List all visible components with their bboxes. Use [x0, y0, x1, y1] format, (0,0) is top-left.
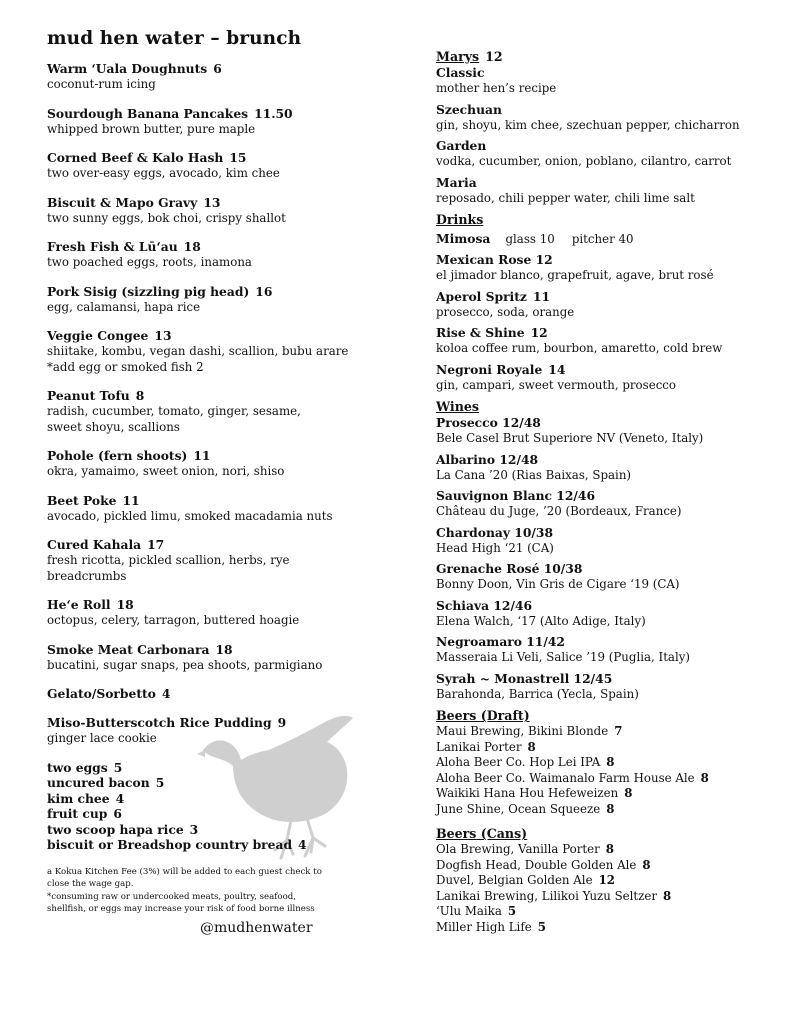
draft-beer: [436, 786, 776, 802]
mary-item-description: mother hen’s recipe: [436, 81, 557, 95]
side-item: [47, 775, 377, 791]
wine-item: [436, 634, 776, 666]
footnotes: [47, 866, 367, 916]
wine-item-description: Bele Casel Brut Superiore NV (Veneto, Italy): [436, 431, 704, 445]
can-beer-price: 8: [605, 842, 614, 856]
menu-item-name: [47, 106, 377, 122]
wine-item: [436, 598, 776, 630]
side-item-price: 4: [115, 790, 125, 806]
wine-item-description: Head High ‘21 (CA): [436, 540, 554, 555]
draft-beer: [436, 755, 776, 771]
menu-item-name: [47, 239, 377, 255]
drink-item: [436, 325, 776, 357]
beers-cans-header: Beers (Cans): [436, 826, 528, 841]
mimosa-item: Mimosa glass 10 pitcher 40: [436, 231, 634, 246]
side-item-name: uncured bacon: [47, 775, 150, 790]
draft-beer-price: 8: [606, 801, 615, 816]
mary-item-name: Garden: [436, 138, 487, 153]
mary-item: [436, 102, 776, 134]
can-beer-name: Ola Brewing, Vanilla Porter: [436, 842, 600, 856]
menu-item-description: radish, cucumber, tomato, ginger, sesame,: [47, 404, 301, 418]
wine-item-description: La Cana ’20 (Rias Baixas, Spain): [436, 467, 632, 482]
wine-item: [436, 561, 776, 593]
mary-item-name: Classic: [436, 65, 485, 80]
can-beer: [436, 889, 776, 905]
can-beer-price: 8: [642, 857, 651, 872]
menu-item-name: [47, 715, 377, 731]
side-item-name: two eggs: [47, 759, 108, 775]
beers-draft-section: [436, 707, 776, 817]
menu-item-name: [47, 642, 377, 658]
menu-item-price: 11.50: [254, 105, 293, 121]
drink-item-name: [436, 252, 776, 268]
menu-item-name: [47, 686, 377, 702]
menu-item-title: Cured Kahala: [47, 537, 142, 552]
wine-item-name: Schiava 12/46: [436, 597, 533, 613]
wine-item: [436, 671, 776, 703]
wine-item-description: Bonny Doon, Vin Gris de Cigare ‘19 (CA): [436, 577, 680, 591]
menu-item-price: 11: [122, 492, 140, 508]
menu-item-description: shiitake, kombu, vegan dashi, scallion, bubu arare: [47, 344, 349, 358]
wine-item-description: Barahonda, Barrica (Yecla, Spain): [436, 686, 639, 701]
menu-item-price: 17: [147, 537, 165, 552]
menu-item: [47, 448, 377, 480]
drinks-header: Drinks: [436, 212, 484, 227]
drink-item-name: [436, 362, 776, 378]
mary-item-name: Szechuan: [436, 101, 502, 117]
drink-item-name: [436, 289, 776, 305]
draft-beer: [436, 740, 776, 756]
wine-item-name: Prosecco 12/48: [436, 415, 541, 430]
menu-item-description: sweet shoyu, scallions: [47, 419, 180, 434]
side-item: [47, 837, 377, 853]
footnote-line: a Kokua Kitchen Fee (3%) will be added to each guest check to: [47, 867, 322, 877]
side-item-name: fruit cup: [47, 806, 108, 821]
wine-item-name: Albarino 12/48: [436, 451, 539, 467]
mary-item: [436, 138, 776, 170]
drink-item: [436, 252, 776, 284]
can-beer-name: Dogfish Head, Double Golden Ale: [436, 857, 637, 872]
menu-item-name: [47, 61, 377, 77]
menu-item-description: octopus, celery, tarragon, buttered hoagie: [47, 613, 300, 627]
wine-item-description: Château du Juge, ’20 (Bordeaux, France): [436, 504, 682, 518]
wines-header: Wines: [436, 399, 479, 414]
draft-beer-name: Aloha Beer Co. Waimanalo Farm House Ale: [436, 770, 695, 785]
drink-item-price: 12: [530, 325, 548, 340]
can-beer-name: ‘Ulu Maika: [436, 904, 502, 918]
wine-item: [436, 488, 776, 520]
side-item: [47, 822, 377, 838]
can-beer: [436, 904, 776, 920]
menu-item-description: whipped brown butter, pure maple: [47, 121, 256, 136]
mary-item-description: gin, shoyu, kim chee, szechuan pepper, chicharron: [436, 117, 740, 132]
side-item-price: 5: [113, 759, 123, 775]
menu-item-description: *add egg or smoked fish 2: [47, 359, 204, 374]
menu-item-name: [47, 195, 377, 211]
can-beer: [436, 920, 776, 936]
side-item: [47, 806, 377, 822]
menu-item-title: Miso-Butterscotch Rice Pudding: [47, 715, 272, 730]
wine-item-name: Syrah ~ Monastrell 12/45: [436, 670, 613, 686]
beers-draft-header: Beers (Draft): [436, 708, 530, 723]
menu-item-name: [47, 493, 377, 509]
social-handle: @mudhenwater: [200, 920, 313, 936]
menu-item: [47, 328, 377, 375]
wine-item-name: Chardonay 10/38: [436, 524, 554, 540]
drink-item-title: Rise & Shine: [436, 325, 525, 340]
draft-beer-name: Aloha Beer Co. Hop Lei IPA: [436, 755, 601, 769]
can-beer-price: 5: [507, 904, 517, 918]
drink-item-title: Aperol Spritz: [436, 288, 527, 304]
side-item-price: 3: [189, 821, 199, 837]
menu-item-description: breadcrumbs: [47, 568, 127, 583]
menu-item-title: Fresh Fish & Lū‘au: [47, 239, 178, 254]
menu-item: [47, 106, 377, 138]
wine-item: [436, 452, 776, 484]
wine-item-name: Negroamaro 11/42: [436, 634, 565, 649]
draft-beer-price: 8: [606, 755, 615, 769]
menu-item: [47, 642, 377, 674]
can-beer-name: Lanikai Brewing, Lilikoi Yuzu Seltzer: [436, 888, 658, 903]
can-beer: [436, 858, 776, 874]
menu-item-title: Pork Sisig (sizzling pig head): [47, 283, 250, 299]
menu-item-title: Sourdough Banana Pancakes: [47, 105, 249, 121]
side-item-price: 4: [298, 837, 307, 852]
menu-item-description: ginger lace cookie: [47, 731, 157, 745]
menu-item: [47, 150, 377, 182]
menu-item-title: He‘e Roll: [47, 597, 111, 612]
menu-item-price: 8: [135, 388, 145, 403]
draft-beer-price: 8: [624, 786, 633, 800]
menu-item-description: coconut-rum icing: [47, 77, 156, 91]
wine-item: [436, 415, 776, 447]
menu-item-price: 18: [183, 239, 201, 254]
wine-item-description: Masseraia Li Veli, Salice ’19 (Puglia, Italy): [436, 650, 691, 664]
side-item: [47, 791, 377, 807]
drink-item: [436, 362, 776, 394]
mary-item-description: vodka, cucumber, onion, poblano, cilantro, carrot: [436, 154, 732, 168]
mary-item-description: reposado, chili pepper water, chili lime salt: [436, 190, 695, 205]
can-beer-price: 5: [537, 919, 546, 934]
mary-item-name: Maria: [436, 174, 477, 190]
beers-cans-section: [436, 825, 776, 935]
menu-item-title: Gelato/Sorbetto: [47, 686, 156, 701]
draft-beer-name: June Shine, Ocean Squeeze: [436, 801, 601, 816]
footnote-line: shellfish, or eggs may increase your risk of food borne illness: [47, 904, 315, 915]
wines-section: [436, 398, 776, 702]
draft-beer-price: 8: [700, 770, 709, 785]
wine-item-name: Sauvignon Blanc 12/46: [436, 488, 596, 503]
drinks-menu-column: [436, 46, 776, 935]
menu-item-price: 18: [215, 641, 233, 657]
food-items-list: [47, 61, 377, 747]
menu-item-title: Smoke Meat Carbonara: [47, 641, 210, 657]
menu-item-title: Veggie Congee: [47, 328, 149, 343]
menu-item: [47, 61, 377, 93]
mary-item: [436, 65, 776, 97]
menu-item-title: Pohole (fern shoots): [47, 448, 188, 463]
menu-item-title: Peanut Tofu: [47, 388, 130, 403]
drink-item-description: prosecco, soda, orange: [436, 304, 575, 319]
draft-beer-price: 7: [614, 724, 623, 738]
can-beer-name: Duvel, Belgian Golden Ale: [436, 873, 593, 887]
menu-item: [47, 239, 377, 271]
wine-item: [436, 525, 776, 557]
menu-item-price: 9: [277, 715, 287, 730]
menu-item-description: avocado, pickled limu, smoked macadamia nuts: [47, 508, 333, 523]
menu-item-name: [47, 537, 377, 553]
wine-item-name: Grenache Rosé 10/38: [436, 561, 583, 576]
draft-beer: [436, 771, 776, 787]
side-item: [47, 760, 377, 776]
footnote-line: *consuming raw or undercooked meats, poultry, seafood,: [47, 891, 296, 902]
drink-item-title: Negroni Royale: [436, 361, 543, 377]
menu-item-name: [47, 597, 377, 613]
side-item-name: kim chee: [47, 790, 110, 806]
can-beer-price: 8: [663, 888, 672, 903]
wine-item-description: Elena Walch, ‘17 (Alto Adige, Italy): [436, 613, 646, 628]
menu-item-title: Warm ‘Uala Doughnuts: [47, 61, 208, 76]
menu-item-description: okra, yamaimo, sweet onion, nori, shiso: [47, 464, 285, 478]
can-beer-price: 12: [598, 873, 615, 887]
sides-list: [47, 760, 377, 853]
draft-beer: [436, 802, 776, 818]
drink-item-name: [436, 325, 776, 341]
menu-item-price: 15: [229, 150, 247, 165]
menu-item-description: egg, calamansi, hapa rice: [47, 299, 201, 314]
menu-item-price: 4: [161, 686, 171, 701]
menu-item-description: fresh ricotta, pickled scallion, herbs, rye: [47, 553, 290, 567]
menu-item-title: Biscuit & Mapo Gravy: [47, 194, 198, 210]
menu-item: [47, 195, 377, 227]
can-beer: [436, 873, 776, 889]
menu-item-description: two over-easy eggs, avocado, kim chee: [47, 166, 280, 180]
menu-item-name: [47, 150, 377, 166]
drink-item-description: gin, campari, sweet vermouth, prosecco: [436, 377, 677, 392]
menu-title: mud hen water – brunch: [47, 28, 302, 49]
menu-item-description: two sunny eggs, bok choi, crispy shallot: [47, 210, 286, 225]
drinks-section: [436, 211, 776, 393]
menu-item-price: 6: [213, 61, 222, 76]
menu-item-description: bucatini, sugar snaps, pea shoots, parmigiano: [47, 657, 323, 672]
menu-item-price: 16: [255, 283, 273, 299]
can-beer: [436, 842, 776, 858]
menu-item: [47, 388, 377, 435]
side-item-name: two scoop hapa rice: [47, 821, 184, 837]
menu-item-name: [47, 388, 377, 404]
drink-item-price: 11: [532, 288, 551, 304]
menu-item-name: [47, 448, 377, 464]
menu-item-name: [47, 284, 377, 300]
draft-beer: [436, 724, 776, 740]
menu-item-price: 11: [193, 448, 211, 463]
menu-item: [47, 537, 377, 584]
draft-beer-name: Waikiki Hana Hou Hefeweizen: [436, 786, 619, 800]
side-item-price: 6: [113, 806, 122, 821]
can-beer-name: Miller High Life: [436, 919, 532, 934]
side-item-name: biscuit or Breadshop country bread: [47, 837, 293, 852]
draft-beer-price: 8: [527, 739, 536, 754]
footnote-line: close the wage gap.: [47, 879, 134, 890]
menu-item-price: 13: [203, 194, 221, 210]
menu-item-price: 13: [154, 328, 172, 343]
drink-item: [436, 289, 776, 321]
menu-item-title: Corned Beef & Kalo Hash: [47, 150, 224, 165]
drink-item-description: koloa coffee rum, bourbon, amaretto, cold brew: [436, 341, 723, 355]
mary-item: [436, 175, 776, 207]
menu-item: [47, 493, 377, 525]
marys-section: [436, 48, 776, 206]
menu-item: [47, 597, 377, 629]
menu-item: [47, 284, 377, 316]
drink-item-price: 14: [548, 361, 566, 377]
menu-item-title: Beet Poke: [47, 492, 117, 508]
draft-beer-name: Maui Brewing, Bikini Blonde: [436, 724, 609, 738]
food-menu-column: [47, 28, 377, 853]
menu-item: [47, 686, 377, 702]
side-item-price: 5: [155, 775, 165, 790]
drink-item-description: el jimador blanco, grapefruit, agave, brut rosé: [436, 268, 714, 282]
drink-item-title: Mexican Rose 12: [436, 252, 553, 267]
marys-header: Marys 12: [436, 49, 503, 64]
menu-item-price: 18: [116, 597, 134, 612]
menu-item-description: two poached eggs, roots, inamona: [47, 255, 252, 269]
draft-beer-name: Lanikai Porter: [436, 739, 522, 754]
menu-item: [47, 715, 377, 747]
menu-item-name: [47, 328, 377, 344]
